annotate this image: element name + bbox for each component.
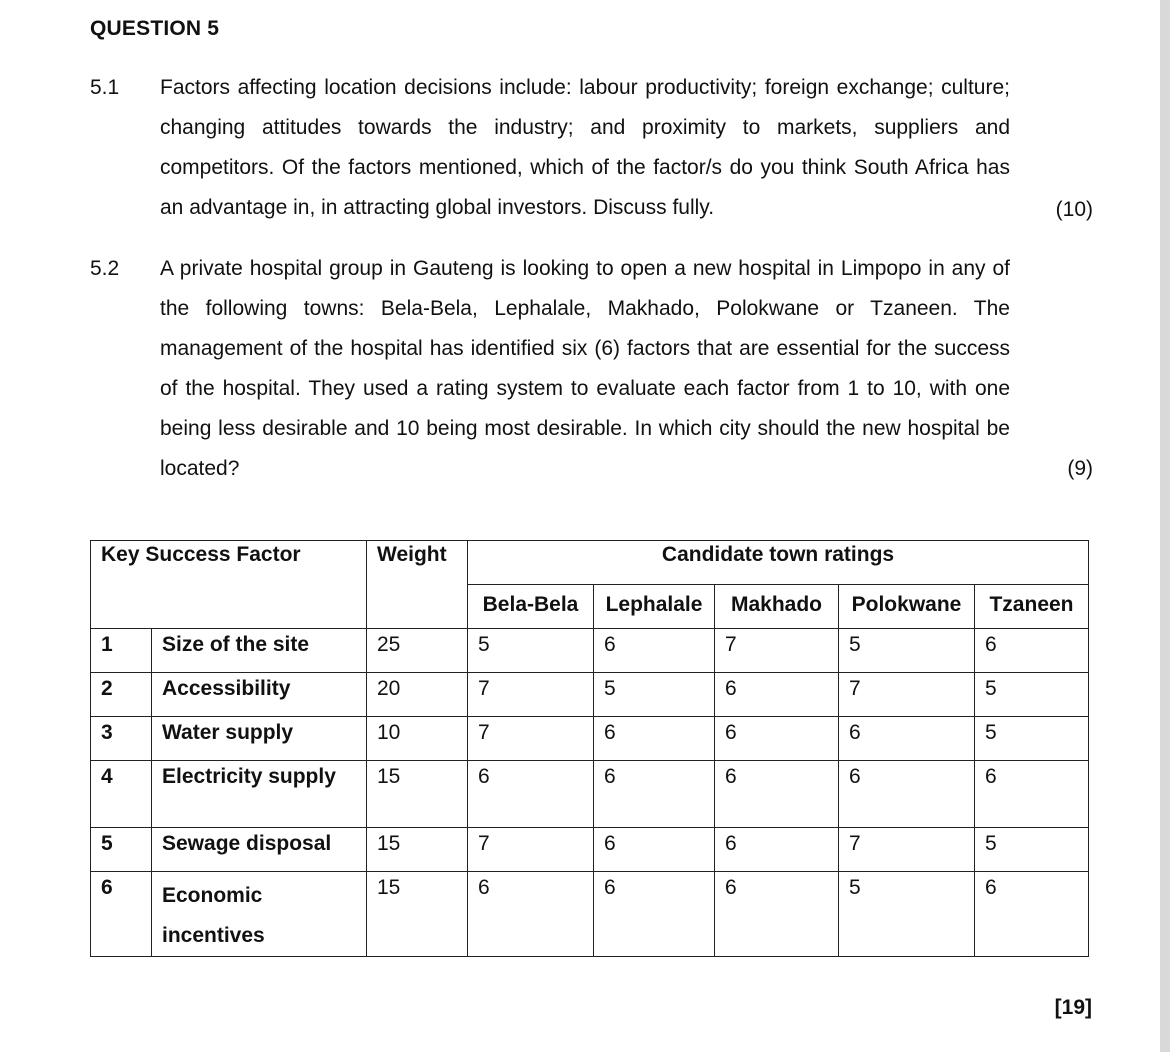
- factor-name: Water supply: [152, 717, 367, 761]
- rating-cell: 6: [594, 761, 715, 828]
- rating-cell: 6: [594, 629, 715, 673]
- rating-cell: 7: [715, 629, 839, 673]
- question-5-2-marks: (9): [1067, 457, 1093, 480]
- header-weight: Weight: [367, 541, 468, 629]
- rating-cell: 7: [839, 673, 975, 717]
- rating-cell: 6: [594, 872, 715, 957]
- rating-cell: 6: [975, 872, 1089, 957]
- factor-name: Sewage disposal: [152, 828, 367, 872]
- question-5-1-marks: (10): [1055, 198, 1093, 221]
- question-5-1-text: Factors affecting location decisions include: labour productivity; foreign exchange; culture; changing attitudes towards the industry; and proximity to markets, suppliers and competitors. Of the factors mentioned, which of the factor/s do you think South Africa has an advantage in, in attracting global investors. Discuss fully.: [160, 76, 1010, 219]
- rating-cell: 5: [839, 872, 975, 957]
- rating-cell: 5: [594, 673, 715, 717]
- row-number: 2: [91, 673, 152, 717]
- rating-cell: 5: [975, 717, 1089, 761]
- table-row: [91, 629, 1089, 673]
- factor-weight: 15: [367, 872, 468, 957]
- factor-weight: 15: [367, 828, 468, 872]
- rating-cell: 6: [839, 717, 975, 761]
- table-header-row: [91, 541, 1089, 585]
- rating-cell: 6: [839, 761, 975, 828]
- ratings-table: [90, 540, 1089, 957]
- total-marks: [19]: [1054, 996, 1092, 1019]
- header-key-success-factor: Key Success Factor: [91, 541, 367, 629]
- factor-weight: 15: [367, 761, 468, 828]
- question-5-1-number: 5.1: [90, 76, 120, 99]
- town-header: Tzaneen: [975, 585, 1089, 629]
- rating-cell: 6: [715, 717, 839, 761]
- factor-name: Size of the site: [152, 629, 367, 673]
- factor-weight: 20: [367, 673, 468, 717]
- factor-weight: 10: [367, 717, 468, 761]
- factor-name: Electricity supply: [152, 761, 367, 828]
- factor-weight: 25: [367, 629, 468, 673]
- table-row: [91, 717, 1089, 761]
- rating-cell: 6: [975, 761, 1089, 828]
- question-5-2-number: 5.2: [90, 257, 120, 280]
- rating-cell: 7: [468, 828, 594, 872]
- factor-name: Accessibility: [152, 673, 367, 717]
- table-row: [91, 673, 1089, 717]
- rating-cell: 7: [468, 673, 594, 717]
- rating-cell: 5: [839, 629, 975, 673]
- rating-cell: 7: [468, 717, 594, 761]
- row-number: 3: [91, 717, 152, 761]
- town-header: Makhado: [715, 585, 839, 629]
- question-5-2-text: A private hospital group in Gauteng is looking to open a new hospital in Limpopo in any of the following towns: Bela-Bela, Lephalale, Makhado, Polokwane or Tzaneen. The management of the hospital has identified six (6) factors that are essential for the success of the hospital. They used a rating system to evaluate each factor from 1 to 10, with one being less desirable and 10 being most desirable. In which city should the new hospital be located?: [160, 257, 1010, 480]
- rating-cell: 6: [975, 629, 1089, 673]
- rating-cell: 6: [715, 872, 839, 957]
- header-candidate-town-ratings: Candidate town ratings: [468, 541, 1089, 585]
- table-row: [91, 828, 1089, 872]
- rating-cell: 6: [594, 717, 715, 761]
- table-row: [91, 761, 1089, 828]
- town-header: Bela-Bela: [468, 585, 594, 629]
- town-header: Lephalale: [594, 585, 715, 629]
- question-heading: QUESTION 5: [90, 17, 220, 40]
- row-number: 1: [91, 629, 152, 673]
- row-number: 4: [91, 761, 152, 828]
- rating-cell: 6: [594, 828, 715, 872]
- rating-cell: 6: [715, 673, 839, 717]
- rating-cell: 7: [839, 828, 975, 872]
- rating-cell: 6: [715, 828, 839, 872]
- row-number: 6: [91, 872, 152, 957]
- rating-cell: 5: [975, 828, 1089, 872]
- rating-cell: 5: [468, 629, 594, 673]
- rating-cell: 6: [468, 761, 594, 828]
- table-row: [91, 872, 1089, 957]
- factor-name: Economic incentives: [152, 872, 367, 957]
- row-number: 5: [91, 828, 152, 872]
- rating-cell: 6: [715, 761, 839, 828]
- rating-cell: 5: [975, 673, 1089, 717]
- town-header: Polokwane: [839, 585, 975, 629]
- rating-cell: 6: [468, 872, 594, 957]
